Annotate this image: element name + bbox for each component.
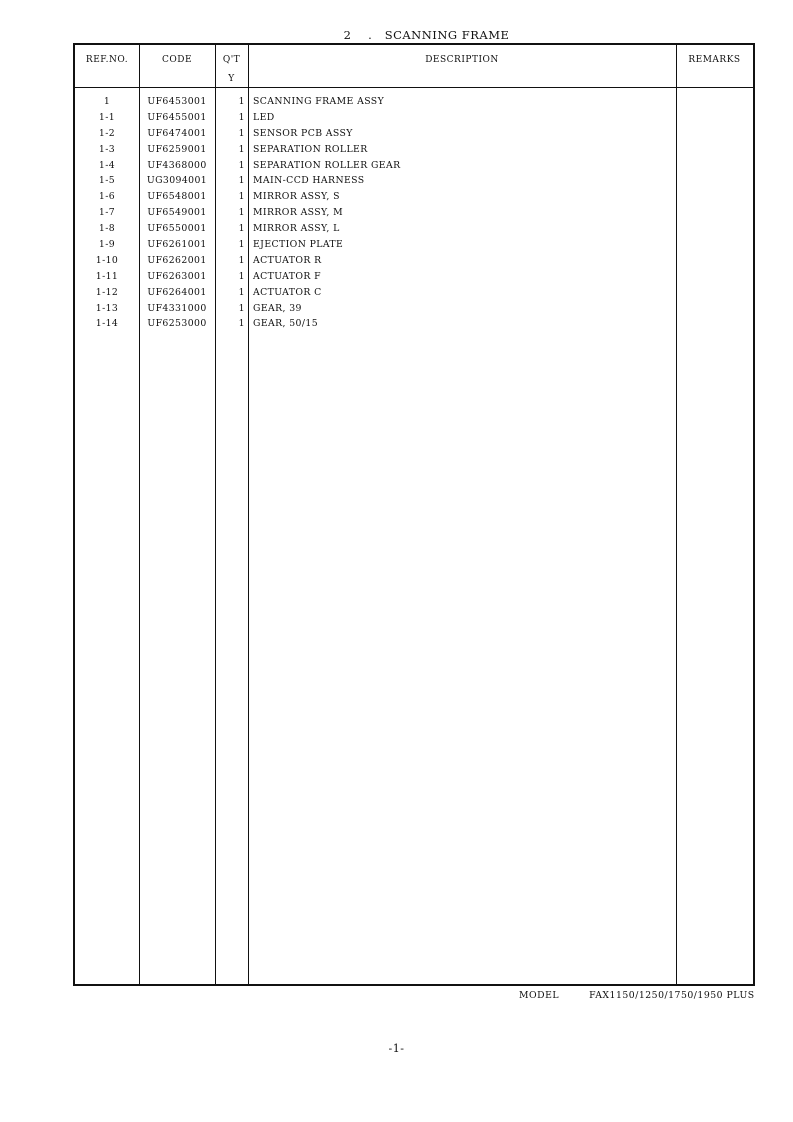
description: ACTUATOR F [253,270,322,282]
table-row [75,126,753,142]
table-body [75,94,753,332]
table-row [75,158,753,174]
header-ref [75,45,139,87]
ref-no: 1-6 [98,191,116,203]
description: SEPARATION ROLLER GEAR [253,159,401,171]
description: MIRROR ASSY, S [253,191,340,203]
header-code [139,45,215,87]
quantity: 1 [238,207,245,219]
table-row [75,221,753,237]
table-row [75,205,753,221]
ref-no: 1-4 [98,159,116,171]
table-row [75,269,753,285]
quantity: 1 [238,254,245,266]
header-qty [215,45,248,87]
ref-no: 1-8 [98,223,116,235]
ref-no: 1-11 [95,270,119,282]
part-code: UG3094001 [146,175,208,187]
header-description [248,45,676,87]
ref-no: 1-9 [98,239,116,251]
part-code: UF6253000 [147,318,207,330]
header-remarks [676,45,753,87]
description: MIRROR ASSY, M [253,207,344,219]
quantity: 1 [238,175,245,187]
header-description-label: DESCRIPTION [425,55,499,65]
part-code: UF6548001 [147,191,207,203]
ref-no: 1 [103,96,111,107]
part-code: UF6262001 [147,254,207,266]
ref-no: 1-12 [95,286,119,298]
header-qty-line2: Y [228,74,235,84]
quantity: 1 [238,223,245,235]
part-code: UF6263001 [147,270,207,282]
quantity: 1 [238,270,245,282]
model-footer [519,990,755,1001]
page-number: -1- [388,1042,405,1055]
part-code: UF4331000 [147,302,207,314]
quantity: 1 [238,143,245,155]
header-ref-label: REF.NO. [85,55,129,65]
part-code: UF6455001 [147,111,207,123]
ref-no: 1-5 [98,175,116,187]
quantity: 1 [238,191,245,203]
description: SCANNING FRAME ASSY [253,96,385,107]
description: GEAR, 39 [253,302,302,314]
part-code: UF6264001 [147,286,207,298]
quantity: 1 [238,302,245,314]
part-code: UF6261001 [147,239,207,251]
model-label: MODEL [519,990,560,1001]
ref-no: 1-2 [98,127,116,139]
description: SENSOR PCB ASSY [253,127,353,139]
section-dot: . [368,28,373,42]
table-row [75,285,753,301]
part-code: UF6453001 [147,96,207,107]
parts-table [73,43,755,986]
section-number: 2 [343,28,352,42]
table-row [75,237,753,253]
ref-no: 1-10 [95,254,119,266]
quantity: 1 [238,159,245,171]
section-title: SCANNING FRAME [384,28,510,42]
ref-no: 1-14 [95,318,119,330]
table-row [75,142,753,158]
description: ACTUATOR C [253,286,322,298]
description: ACTUATOR R [253,254,322,266]
header-remarks-label: REMARKS [688,55,741,65]
model-name: FAX1150/1250/1750/1950 PLUS [589,990,755,1001]
header-code-label: CODE [161,55,193,65]
table-row [75,316,753,332]
header-qty-line1: Q'T [222,55,241,65]
description: SEPARATION ROLLER [253,143,368,155]
part-code: UF6474001 [147,127,207,139]
part-code: UF6549001 [147,207,207,219]
table-row [75,110,753,126]
table-row [75,94,753,110]
ref-no: 1-1 [98,111,116,123]
description: MAIN-CCD HARNESS [253,175,365,187]
description: MIRROR ASSY, L [253,223,340,235]
ref-no: 1-3 [98,143,116,155]
part-code: UF4368000 [147,159,207,171]
description: LED [253,111,275,123]
part-code: UF6550001 [147,223,207,235]
table-row [75,173,753,189]
quantity: 1 [238,111,245,123]
quantity: 1 [238,127,245,139]
page-title [0,27,793,43]
description: GEAR, 50/15 [253,318,319,330]
quantity: 1 [238,96,245,107]
description: EJECTION PLATE [253,239,344,251]
part-code: UF6259001 [147,143,207,155]
ref-no: 1-13 [95,302,119,314]
quantity: 1 [238,286,245,298]
table-row [75,253,753,269]
quantity: 1 [238,318,245,330]
table-row [75,301,753,317]
ref-no: 1-7 [98,207,116,219]
table-row [75,189,753,205]
header-divider [75,87,753,88]
quantity: 1 [238,239,245,251]
